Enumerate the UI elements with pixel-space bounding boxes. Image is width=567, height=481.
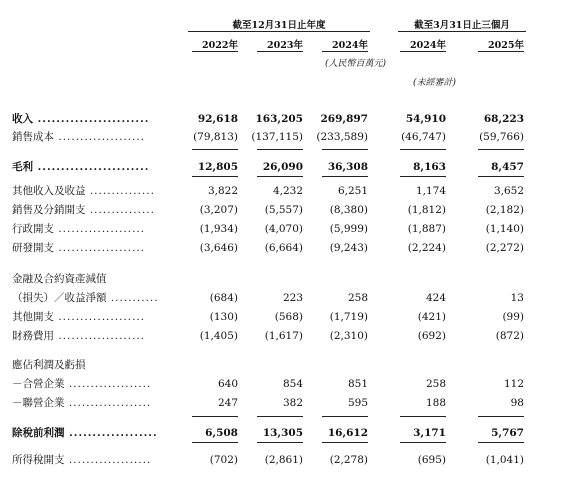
table-row [0, 239, 567, 257]
value-cell: (233,589) [316, 131, 368, 143]
rule-below-profit-before-tax [192, 442, 238, 443]
value-cell: 382 [282, 397, 303, 409]
rule-below-profit-before-tax [478, 442, 524, 443]
value-cell: 3,822 [207, 185, 238, 197]
dot-leader: .................... [54, 330, 146, 342]
row-label [12, 182, 155, 200]
table-row [0, 451, 567, 469]
rule-below-gross-profit [257, 176, 303, 177]
value-cell: (1,617) [264, 330, 303, 342]
value-cell: (1,405) [199, 330, 238, 342]
year-header-2024: 2024年 [332, 40, 368, 51]
value-cell: 851 [347, 378, 368, 390]
value-cell: 6,251 [337, 185, 368, 197]
table-row [0, 308, 567, 326]
value-cell: 54,910 [405, 113, 446, 125]
row-label-text: 除稅前利潤 [12, 427, 65, 439]
value-cell: 6,508 [205, 427, 238, 439]
year-rule-2025-q1 [478, 51, 524, 52]
rule-above-gross-profit [322, 149, 368, 150]
dot-leader: ............... [85, 204, 155, 216]
rule-below-profit-before-tax [400, 442, 446, 443]
value-cell: (2,861) [264, 454, 303, 466]
rule-above-gross-profit [257, 149, 303, 150]
row-label-text: 毛利 [12, 161, 33, 173]
value-cell: 68,223 [483, 113, 524, 125]
table-row [0, 201, 567, 219]
year-rule-2023 [257, 51, 303, 52]
value-cell: 12,805 [197, 161, 238, 173]
table-row [0, 289, 567, 307]
value-cell: 5,767 [491, 427, 524, 439]
year-rule-2024-q1 [400, 51, 446, 52]
value-cell: 3,171 [413, 427, 446, 439]
group-header-calendar-years: 截至12月31日止年度 [232, 20, 326, 31]
value-cell: (99) [502, 311, 524, 323]
value-cell: 223 [282, 292, 303, 304]
table-row [0, 182, 567, 200]
table-row [0, 158, 567, 176]
value-cell: (3,207) [199, 204, 238, 216]
row-label-text: 其他收入及收益 [12, 185, 86, 197]
row-label-text: 收入 [12, 113, 33, 125]
value-cell: 8,163 [413, 161, 446, 173]
unaudited-note: (未經審計) [412, 78, 456, 88]
dot-leader: ................... [64, 427, 158, 439]
value-cell: (5,557) [264, 204, 303, 216]
value-cell: (4,070) [264, 223, 303, 235]
dot-leader: .................... [54, 242, 146, 254]
value-cell: (1,719) [329, 311, 368, 323]
rule-below-gross-profit [322, 176, 368, 177]
row-label [12, 451, 151, 469]
value-cell: (59,766) [479, 131, 524, 143]
value-cell: 112 [503, 378, 524, 390]
value-cell: (1,887) [407, 223, 446, 235]
rule-below-gross-profit [192, 176, 238, 177]
value-cell: 854 [282, 378, 303, 390]
value-cell: (3,646) [199, 242, 238, 254]
year-header-2025-q1: 2025年 [488, 40, 524, 51]
value-cell: (1,812) [407, 204, 446, 216]
value-cell: 163,205 [255, 113, 303, 125]
row-label [12, 356, 86, 374]
value-cell: (6,664) [264, 242, 303, 254]
table-row [0, 424, 567, 442]
value-cell: (79,813) [193, 131, 238, 143]
row-label [12, 327, 145, 345]
value-cell: (2,182) [485, 204, 524, 216]
value-cell: (2,310) [329, 330, 368, 342]
rule-above-profit-before-tax [400, 416, 446, 417]
dot-leader: ........................ [33, 113, 150, 125]
row-label [12, 239, 145, 257]
year-header-2024-q1: 2024年 [410, 40, 446, 51]
year-header-2022: 2022年 [202, 40, 238, 51]
value-cell: (130) [209, 311, 238, 323]
rule-above-gross-profit [192, 149, 238, 150]
table-row [0, 356, 567, 374]
row-label-text: 應佔利潤及虧損 [12, 359, 86, 371]
value-cell: (568) [274, 311, 303, 323]
row-label [12, 424, 158, 442]
row-label [12, 394, 151, 412]
table-row [0, 375, 567, 393]
table-row [0, 220, 567, 238]
value-cell: (1,041) [485, 454, 524, 466]
row-label [12, 308, 145, 326]
dot-leader: .................... [54, 311, 146, 323]
value-cell: (5,999) [329, 223, 368, 235]
table-row [0, 128, 567, 146]
rule-above-profit-before-tax [478, 416, 524, 417]
row-label-text: 其他開支 [12, 311, 54, 323]
value-cell: 8,457 [491, 161, 524, 173]
row-label [12, 220, 145, 238]
row-label [12, 158, 149, 176]
value-cell: (2,278) [329, 454, 368, 466]
table-row [0, 110, 567, 128]
row-label-text: 行政開支 [12, 223, 54, 235]
value-cell: 3,652 [493, 185, 524, 197]
year-header-2023: 2023年 [267, 40, 303, 51]
value-cell: 16,612 [327, 427, 368, 439]
rule-above-profit-before-tax [322, 416, 368, 417]
value-cell: (2,224) [407, 242, 446, 254]
value-cell: 595 [347, 397, 368, 409]
row-label [12, 289, 159, 307]
value-cell: (872) [495, 330, 524, 342]
rule-below-gross-profit [400, 176, 446, 177]
currency-note: (人民幣百萬元) [324, 59, 386, 69]
value-cell: 188 [425, 397, 446, 409]
table-row [0, 270, 567, 288]
rule-above-profit-before-tax [257, 416, 303, 417]
value-cell: (692) [417, 330, 446, 342]
row-label [12, 128, 145, 146]
value-cell: (695) [417, 454, 446, 466]
rule-below-gross-profit [478, 176, 524, 177]
group-header-calendar-rule [188, 31, 370, 32]
value-cell: 247 [217, 397, 238, 409]
row-label-text: 財務費用 [12, 330, 54, 342]
row-label-text: －合營企業 [12, 378, 65, 390]
value-cell: 1,174 [415, 185, 446, 197]
value-cell: (137,115) [251, 131, 303, 143]
dot-leader: ................... [64, 378, 152, 390]
dot-leader: .................... [54, 223, 146, 235]
value-cell: 98 [510, 397, 524, 409]
row-label [12, 201, 155, 219]
row-label-text: 銷售及分銷開支 [12, 204, 86, 216]
value-cell: (702) [209, 454, 238, 466]
value-cell: 26,090 [262, 161, 303, 173]
value-cell: 13,305 [262, 427, 303, 439]
group-header-quarter-rule [398, 31, 526, 32]
table-row [0, 327, 567, 345]
value-cell: 4,232 [272, 185, 303, 197]
dot-leader: ........................ [33, 161, 150, 173]
rule-above-gross-profit [400, 149, 446, 150]
row-label-text: （損失）／收益淨額 [12, 292, 107, 304]
value-cell: 13 [510, 292, 524, 304]
value-cell: 36,308 [327, 161, 368, 173]
value-cell: (8,380) [329, 204, 368, 216]
row-label-text: 金融及合約資產減值 [12, 273, 107, 285]
row-label [12, 270, 107, 288]
dot-leader: ................... [64, 454, 152, 466]
group-header-quarter: 截至3月31日止三個月 [414, 20, 510, 31]
value-cell: (684) [209, 292, 238, 304]
row-label-text: 所得稅開支 [12, 454, 65, 466]
value-cell: 269,897 [320, 113, 368, 125]
value-cell: 92,618 [197, 113, 238, 125]
table-row [0, 394, 567, 412]
value-cell: 258 [347, 292, 368, 304]
value-cell: (421) [417, 311, 446, 323]
row-label [12, 375, 151, 393]
rule-below-profit-before-tax [257, 442, 303, 443]
dot-leader: ................... [64, 397, 152, 409]
rule-above-profit-before-tax [192, 416, 238, 417]
year-rule-2024 [322, 51, 368, 52]
value-cell: (1,934) [199, 223, 238, 235]
row-label [12, 110, 149, 128]
value-cell: (9,243) [329, 242, 368, 254]
value-cell: (1,140) [485, 223, 524, 235]
value-cell: 424 [425, 292, 446, 304]
row-label-text: 研發開支 [12, 242, 54, 254]
dot-leader: .................... [54, 131, 146, 143]
value-cell: (2,272) [485, 242, 524, 254]
dot-leader: ............... [85, 185, 155, 197]
rule-below-profit-before-tax [322, 442, 368, 443]
row-label-text: －聯營企業 [12, 397, 65, 409]
row-label-text: 銷售成本 [12, 131, 54, 143]
value-cell: (46,747) [401, 131, 446, 143]
value-cell: 258 [425, 378, 446, 390]
rule-above-gross-profit [478, 149, 524, 150]
year-rule-2022 [192, 51, 238, 52]
value-cell: 640 [217, 378, 238, 390]
dot-leader: ........... [106, 292, 159, 304]
